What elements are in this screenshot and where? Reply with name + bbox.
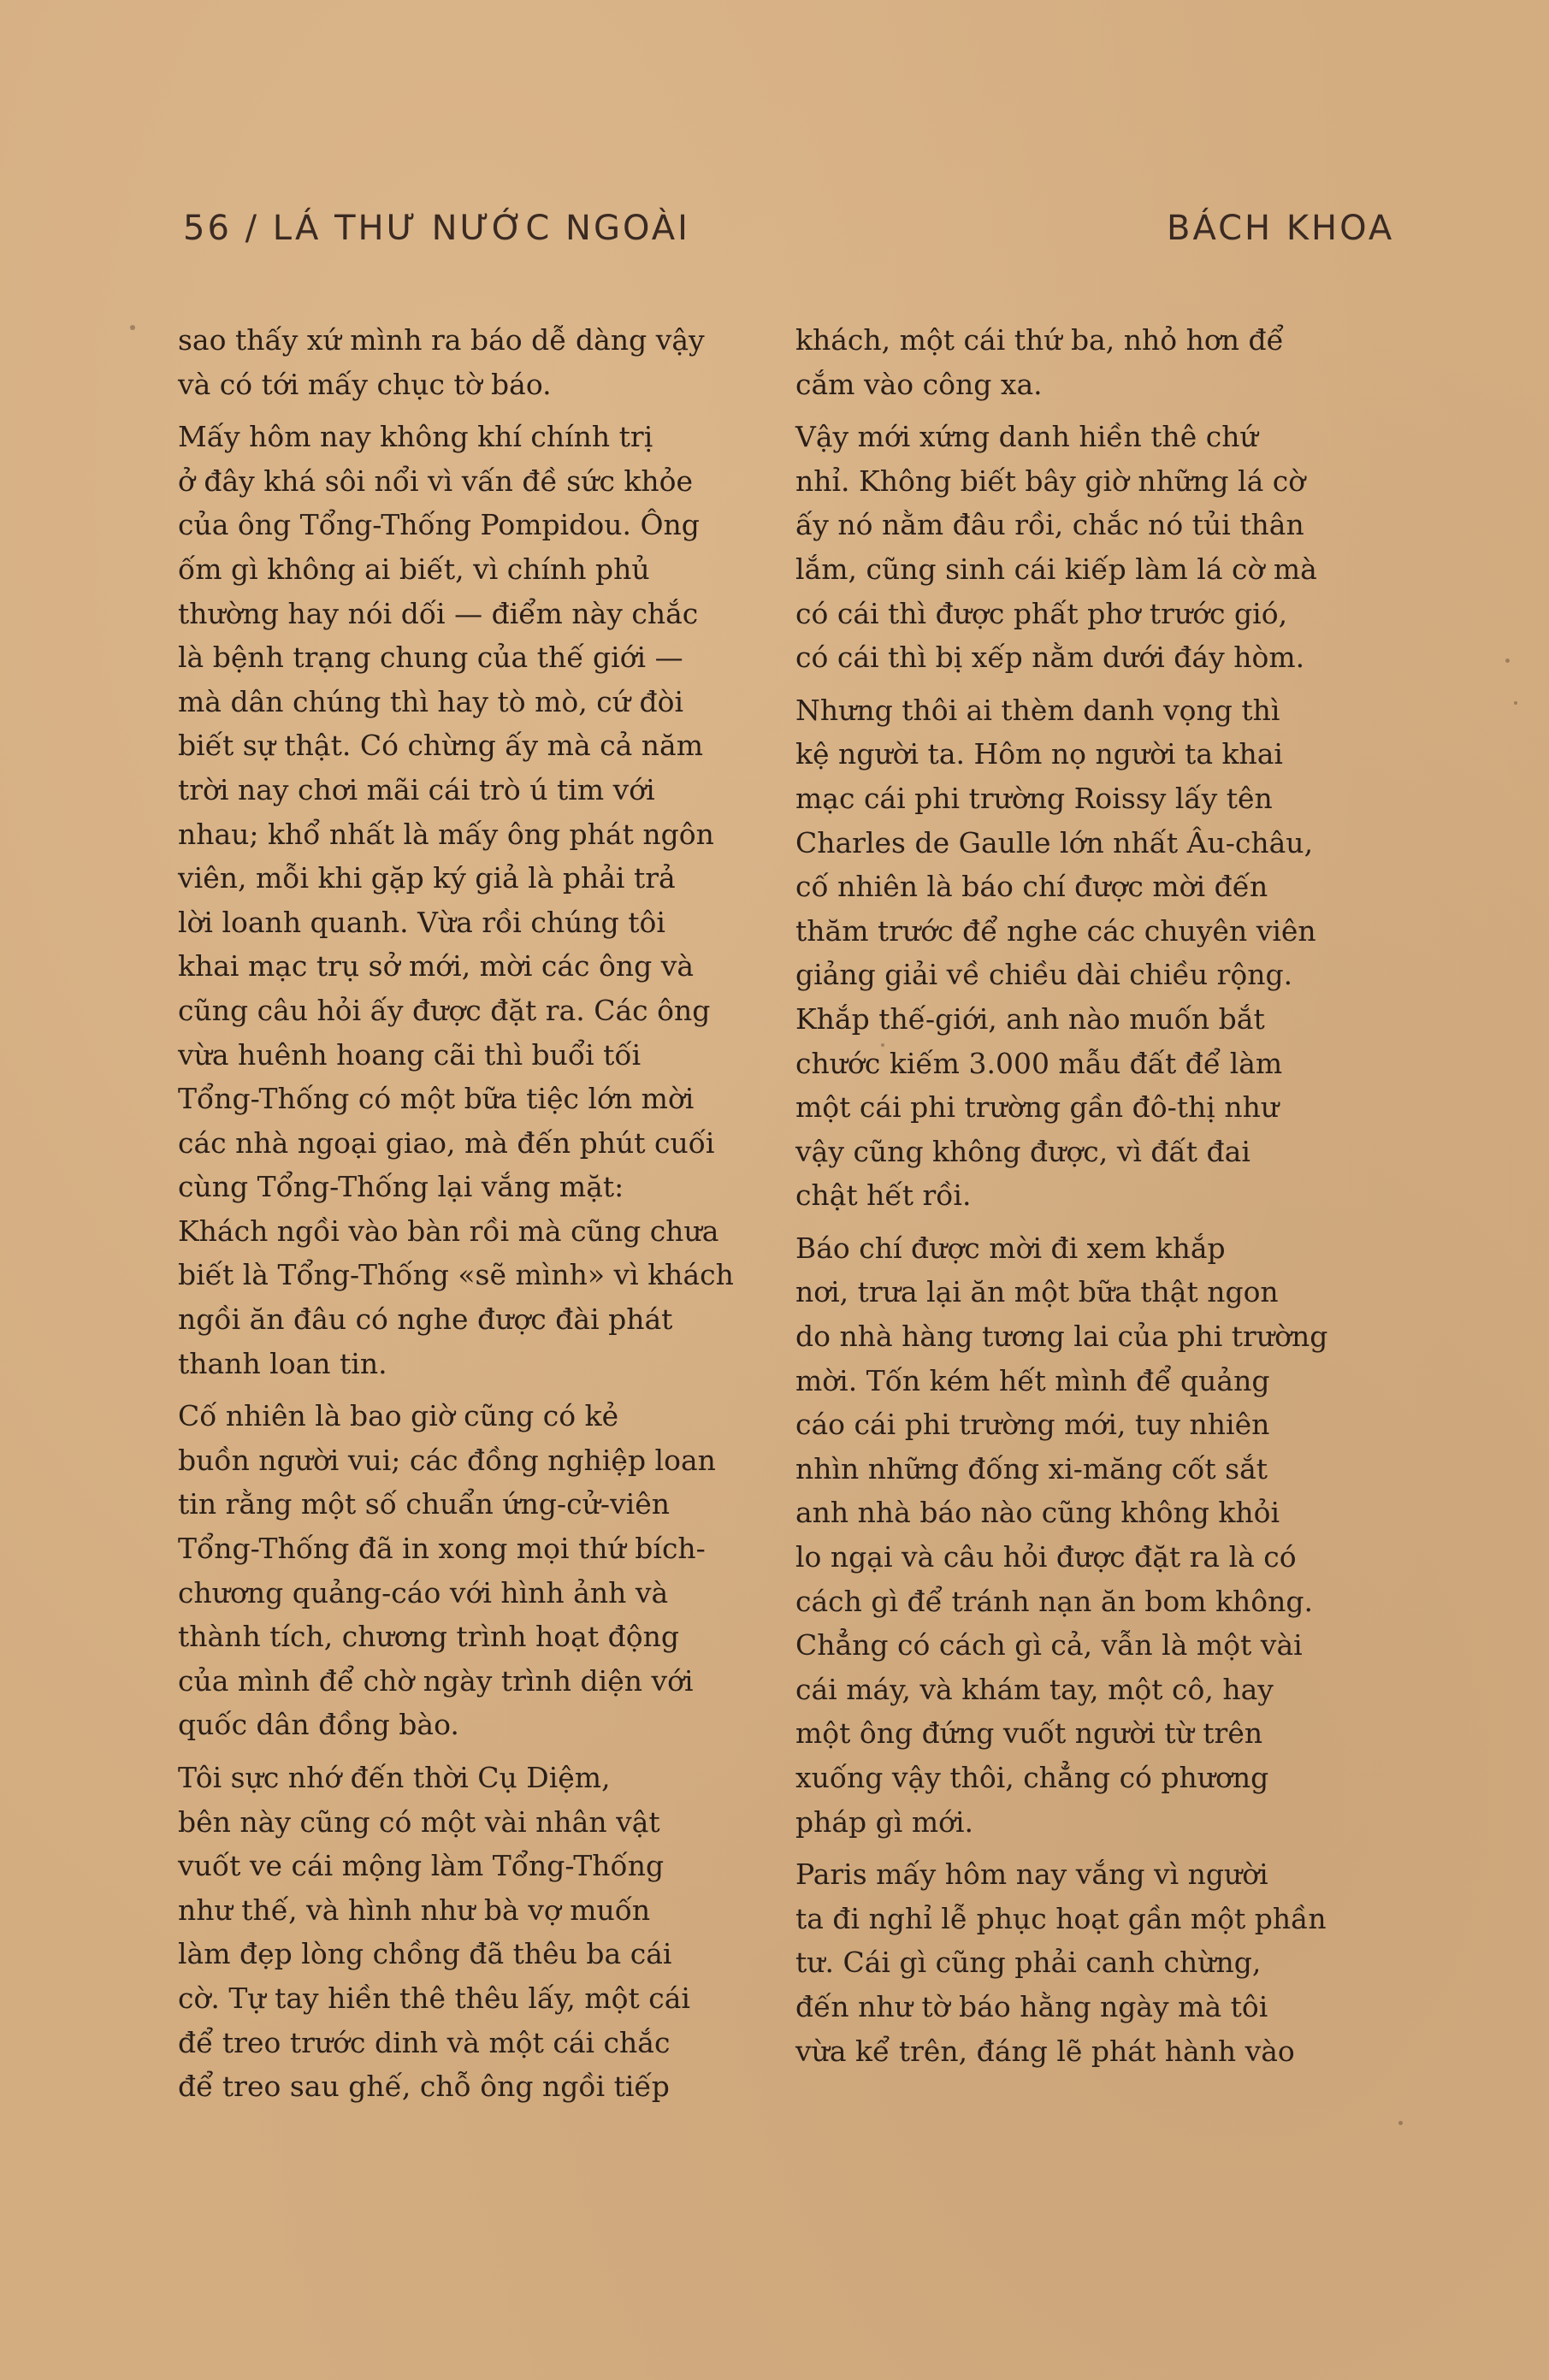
paper-speck xyxy=(1398,2121,1403,2125)
paragraph: Vậy mới xứng danh hiền thê chứ nhỉ. Không biết bây giờ những lá cờ ấy nó nằm đâu rồi, chắc nó tủi thân lắm, cũng sinh cái kiếp làm lá cờ mà có cái thì được phất phơ trước gió, có cái thì bị xếp nằm dưới đáy hòm. xyxy=(795,420,1317,675)
paragraph: Cố nhiên là bao giờ cũng có kẻ buồn người vui; các đồng nghiệp loan tin rằng một số chuẩn ứng-cử-viên Tổng-Thống đã in xong mọi thứ bích- chương quảng-cáo với hình ảnh và thành tích, chương trình hoạt động của mình để chờ ngày trình diện với quốc dân đồng bào. xyxy=(178,1399,716,1742)
paper-speck xyxy=(130,325,135,330)
paragraph: Tôi sực nhớ đến thời Cụ Diệm, bên này cũng có một vài nhân vật vuốt ve cái mộng làm Tổng-Thống như thế, và hình như bà vợ muốn làm đẹp lòng chồng đã thêu ba cái cờ. Tự tay hiền thê thêu lấy, một cái để treo trước dinh và một cái chắc để treo sau ghế, chỗ ông ngồi tiếp xyxy=(178,1761,690,2104)
paragraph: Báo chí được mời đi xem khắp nơi, trưa lại ăn một bữa thật ngon do nhà hàng tương lai của phi trường mời. Tốn kém hết mình để quảng cáo cái phi trường mới, tuy nhiên nhìn những đống xi-măng cốt sắt anh nhà báo nào cũng không khỏi lo ngại và câu hỏi được đặt ra là có cách gì để tránh nạn ăn bom không. Chẳng có cách gì cả, vẫn là một vài cái máy, và khám tay, một cô, hay một ông đứng vuốt người từ trên xuống vậy thôi, chẳng có phương pháp gì mới. xyxy=(795,1231,1328,1839)
paper-speck xyxy=(881,1043,884,1047)
paragraph: khách, một cái thứ ba, nhỏ hơn để cắm vào công xa. xyxy=(795,323,1284,401)
paper-speck xyxy=(1505,658,1510,663)
paragraph: Mấy hôm nay không khí chính trị ở đây khá sôi nổi vì vấn đề sức khỏe của ông Tổng-Thống Pompidou. Ông ốm gì không ai biết, vì chính phủ thường hay nói dối — điểm này chắc là bệnh trạng chung của thế giới — mà dân chúng thì hay tò mò, cứ đòi biết sự thật. Có chừng ấy mà cả năm trời nay chơi mãi cái trò ú tim với nhau; khổ nhất là mấy ông phát ngôn viên, mỗi khi gặp ký giả là phải trả lời loanh quanh. Vừa rồi chúng tôi khai mạc trụ sở mới, mời các ông và cũng câu hỏi ấy được đặt ra. Các ông vừa huênh hoang cãi thì buổi tối Tổng-Thống có một bữa tiệc lớn mời các nhà ngoại giao, mà đến phút cuối cùng Tổng-Thống lại vắng mặt: Khách ngồi vào bàn rồi mà cũng chưa biết là Tổng-Thống «sẽ mình» vì khách ngồi ăn đâu có nghe được đài phát thanh loan tin. xyxy=(178,420,734,1380)
left-column xyxy=(178,318,768,2117)
running-header-left: 56 / LÁ THƯ NƯỚC NGOÀI xyxy=(183,209,690,248)
right-column xyxy=(795,318,1386,2082)
paragraph: Paris mấy hôm nay vắng vì người ta đi nghỉ lễ phục hoạt gần một phần tư. Cái gì cũng phải canh chừng, đến như tờ báo hằng ngày mà tôi vừa kể trên, đáng lẽ phát hành vào xyxy=(795,1857,1327,2068)
paper-speck xyxy=(1514,701,1517,705)
paragraph: Nhưng thôi ai thèm danh vọng thì kệ người ta. Hôm nọ người ta khai mạc cái phi trường Roissy lấy tên Charles de Gaulle lớn nhất Âu-châu, cố nhiên là báo chí được mời đến thăm trước để nghe các chuyên viên giảng giải về chiều dài chiều rộng. Khắp thế-giới, anh nào muốn bắt chước kiếm 3.000 mẫu đất để làm một cái phi trường gần đô-thị như vậy cũng không được, vì đất đai chật hết rồi. xyxy=(795,693,1316,1213)
running-header-right: BÁCH KHOA xyxy=(1167,209,1395,248)
paragraph: sao thấy xứ mình ra báo dễ dàng vậy và có tới mấy chục tờ báo. xyxy=(178,323,705,401)
